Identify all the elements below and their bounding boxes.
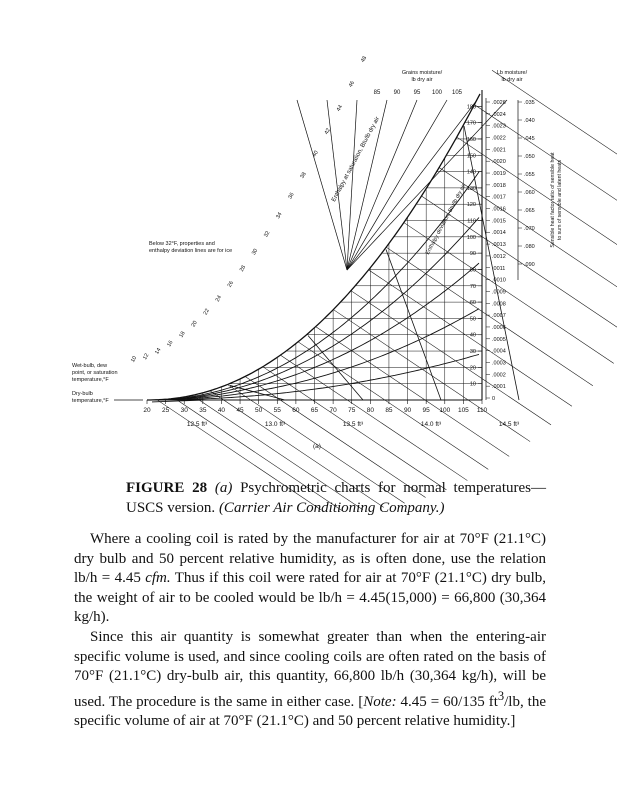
lb-tick-label: .0018: [492, 182, 506, 189]
specific-volume-label: 13.5 ft³: [342, 421, 364, 428]
enthalpy-tick-label: 38: [299, 171, 308, 180]
shf-fan-line: [347, 100, 387, 270]
wet-bulb-line: [280, 355, 467, 480]
wet-bulb-line: [351, 291, 551, 425]
dry-bulb-label-line1: Dry-bulb: [72, 391, 93, 397]
top-dry-bulb-label: 105: [451, 90, 463, 96]
lb-tick-label: .0013: [492, 242, 506, 249]
grains-tick-label: 90: [469, 251, 476, 258]
lb-tick-label: .0009: [492, 289, 506, 296]
top-dry-bulb-label: 90: [393, 90, 401, 96]
lb-tick-label: .0026: [492, 100, 506, 106]
paragraph-2-part-c: /lb, the specific volume of air at 70°F (21.1°C) and 50 percent relative humidity.]: [74, 693, 546, 730]
shf-tick-label: .070: [524, 226, 535, 232]
psychrometric-chart: [72, 55, 563, 455]
lb-tick-label: .0008: [492, 301, 506, 308]
dry-bulb-tick-label: 30: [180, 407, 188, 414]
shf-tick-label: .040: [524, 118, 535, 124]
lb-tick-label: .0015: [492, 218, 506, 225]
figure-caption: [126, 478, 546, 518]
specific-volume-label: 14.0 ft³: [420, 421, 442, 428]
lb-tick-label: .0024: [492, 111, 506, 118]
enthalpy-tick-label: 14: [154, 347, 163, 356]
lb-tick-label: .0001: [492, 384, 506, 391]
enthalpy-tick-label: 32: [263, 230, 272, 239]
shf-tick-label: .055: [524, 172, 535, 178]
lb-tick-label: .0022: [492, 135, 506, 142]
top-dry-bulb-label: 100: [431, 90, 443, 96]
wet-bulb-line: [263, 367, 447, 490]
grains-tick-label: 180: [466, 104, 476, 111]
right-axis-label-line2: to sum of sensible and latent heats: [557, 159, 563, 241]
wet-bulb-label: Wet-bulb, dew: [72, 363, 108, 369]
below-32-note-line1: Below 32°F, properties and: [149, 241, 215, 247]
shf-tick-label: .065: [524, 208, 535, 214]
dry-bulb-tick-label: 80: [366, 407, 374, 414]
lb-tick-label: .0007: [492, 313, 506, 320]
paragraph-2-part-a: Since this air quantity is somewhat greater than when the entering-air specific volume is used, and since cooling coils are often rated on the basis of 70°F (21.1°C) dry-bulb air, this quantity, 66,800 lb/h (30,364 kg/h), will be used. The procedure is the same in either case. [: [74, 628, 546, 710]
specific-volume-label: 13.0 ft³: [264, 421, 286, 428]
grains-tick-label: 10: [469, 381, 476, 388]
grains-tick-label: 70: [469, 283, 476, 290]
specific-volume-line: [308, 335, 363, 400]
enthalpy-tick-label: 20: [190, 319, 199, 329]
shf-fan-line: [347, 100, 417, 270]
enthalpy-tick-label: 48: [360, 55, 369, 64]
grains-tick-label: 110: [467, 218, 476, 225]
dry-bulb-tick-label: 85: [385, 407, 393, 414]
enthalpy-tick-label: 30: [251, 247, 260, 257]
dry-bulb-tick-label: 45: [236, 407, 244, 414]
dry-bulb-tick-label: 100: [439, 407, 451, 414]
enthalpy-tick-label: 28: [238, 264, 248, 273]
dry-bulb-tick-label: 25: [161, 407, 170, 414]
paragraph-1: [74, 530, 546, 628]
right-axis-label-line1: Sensible heat factor ratio of sensible heat: [550, 152, 556, 248]
enthalpy-tick-label: 16: [166, 339, 175, 349]
grains-tick-label: 60: [469, 300, 476, 307]
psychrometric-chart-figure: [72, 55, 563, 455]
grains-tick-label: 140: [466, 169, 476, 176]
enthalpy-tick-label: 24: [214, 294, 224, 303]
dry-bulb-tick-label: 55: [273, 407, 281, 414]
grains-tick-label: 30: [469, 349, 476, 356]
dry-bulb-tick-label: 65: [310, 407, 319, 414]
grains-tick-label: 130: [466, 185, 476, 192]
lb-tick-label: .0020: [492, 159, 506, 166]
dry-bulb-tick-label: 40: [217, 407, 226, 414]
lb-tick-label: .0004: [492, 348, 506, 355]
caption-figure-number: FIGURE 28: [126, 480, 208, 496]
lb-tick-label: .0011: [492, 265, 506, 272]
dry-bulb-label-line2: temperature,°F: [72, 398, 109, 404]
lb-tick-label: .0003: [492, 360, 506, 367]
caption-text: Psychrometric charts for normal temperatures—USCS version.: [126, 480, 546, 516]
enthalpy-tick-label: 34: [275, 211, 284, 220]
wet-bulb-label: point, or saturation: [72, 370, 118, 376]
enthalpy-tick-label: 42: [323, 127, 332, 136]
enthalpy-tick-label: 36: [287, 191, 296, 201]
shf-fan-line: [347, 100, 477, 270]
enthalpy-deviation-label: Enthalpy deviation, Btu/lb dry air: [424, 183, 468, 256]
below-32-note-line2: enthalpy deviation lines are for ice: [149, 248, 233, 254]
dry-bulb-tick-label: 110: [476, 407, 488, 414]
enthalpy-tick-label: 12: [142, 352, 151, 361]
dry-bulb-tick-label: 60: [292, 407, 300, 414]
lb-tick-label: .0017: [492, 194, 506, 201]
specific-volume-label: 14.5 ft³: [498, 421, 520, 428]
enthalpy-tick-label: 40: [311, 149, 320, 159]
body-text: [74, 530, 546, 732]
top-dry-bulb-label: 85: [373, 90, 381, 96]
grains-tick-label: 120: [466, 202, 476, 209]
dry-bulb-tick-label: 105: [457, 407, 469, 414]
grains-tick-label: 100: [466, 234, 476, 241]
dry-bulb-tick-label: 20: [143, 407, 151, 414]
enthalpy-tick-label: 44: [335, 104, 345, 113]
enthalpy-tick-label: 26: [226, 280, 236, 289]
paragraph-2: [74, 628, 546, 732]
shf-tick-label: .080: [524, 244, 535, 250]
dry-bulb-tick-label: 35: [199, 407, 207, 414]
grains-tick-label: 20: [469, 365, 476, 372]
enthalpy-tick-label: 18: [178, 330, 187, 339]
shf-tick-label: .045: [524, 136, 535, 142]
shf-fan-line: [347, 100, 357, 270]
dry-bulb-tick-label: 95: [422, 407, 430, 414]
enthalpy-axis-label: Enthalpy at saturation, Btu/lb dry air: [331, 116, 382, 203]
shf-tick-label: .090: [524, 262, 535, 268]
caption-part: (a): [214, 480, 233, 496]
paragraph-2-part-b: 4.45 = 60/135 ft: [396, 693, 498, 710]
enthalpy-tick-label: 10: [130, 355, 139, 364]
specific-volume-label: 12.5 ft³: [186, 421, 208, 428]
dry-bulb-tick-label: 50: [255, 407, 263, 414]
shf-tick-label: .035: [524, 100, 535, 106]
grains-header-line2: lb dry air: [411, 77, 433, 83]
paragraph-2-superscript: 3: [497, 688, 505, 703]
lb-tick-label: .0006: [492, 324, 506, 331]
specific-volume-line: [386, 249, 441, 400]
lb-tick-label: .0023: [492, 123, 506, 130]
grains-tick-label: 40: [469, 332, 476, 339]
lb-tick-label: .0012: [492, 253, 506, 260]
lb-tick-label: 0: [492, 396, 496, 402]
dry-bulb-tick-label: 70: [329, 407, 337, 414]
grains-tick-label: 170: [466, 120, 476, 127]
lb-tick-label: .0016: [492, 206, 506, 213]
enthalpy-tick-label: 22: [202, 307, 211, 317]
top-dry-bulb-label: 95: [413, 90, 421, 96]
wet-bulb-line: [421, 196, 617, 339]
wet-bulb-line: [316, 324, 510, 457]
paragraph-1-part-b: Thus if this coil were rated for air at 70°F (21.1°C) dry bulb, the weight of air to be cooled would be lb/h = 4.45(15,000) = 66,800 (30,364 kg/h).: [74, 570, 547, 626]
dry-bulb-tick-label: 75: [348, 407, 356, 414]
caption-credit: (Carrier Air Conditioning Company.): [218, 500, 445, 516]
paragraph-1-cfm: cfm.: [145, 570, 171, 587]
lb-tick-label: .0021: [492, 147, 506, 154]
wet-bulb-line: [298, 342, 488, 470]
grains-header-line1: Grains moisture/: [401, 70, 443, 76]
panel-label: (a): [313, 443, 321, 450]
paragraph-1-part-a: Where a cooling coil is rated by the manufacturer for air at 70°F (21.1°C) dry bulb and 50 percent relative humidity, as is often done, use the relation lb/h = 4.45: [74, 531, 546, 587]
lb-tick-label: .0002: [492, 372, 506, 379]
grains-tick-label: 150: [466, 153, 476, 160]
lb-header-line1: Lb moisture/: [496, 70, 528, 76]
lb-tick-label: .0019: [492, 171, 506, 178]
dry-bulb-tick-label: 90: [403, 407, 412, 414]
lb-tick-label: .0014: [492, 230, 506, 237]
enthalpy-tick-label: 46: [347, 80, 357, 89]
relative-humidity-curve: [147, 263, 479, 400]
lb-header-line2: lb dry air: [501, 77, 523, 83]
grains-tick-label: 160: [466, 136, 476, 143]
shf-tick-label: .050: [524, 154, 535, 160]
grains-tick-label: 50: [469, 316, 476, 323]
lb-tick-label: .0005: [492, 336, 506, 343]
paragraph-2-note: Note:: [363, 693, 397, 710]
lb-tick-label: .0010: [492, 277, 506, 284]
wet-bulb-label: temperature,°F: [72, 377, 109, 383]
shf-tick-label: .060: [524, 190, 535, 196]
grains-tick-label: 80: [469, 267, 476, 274]
